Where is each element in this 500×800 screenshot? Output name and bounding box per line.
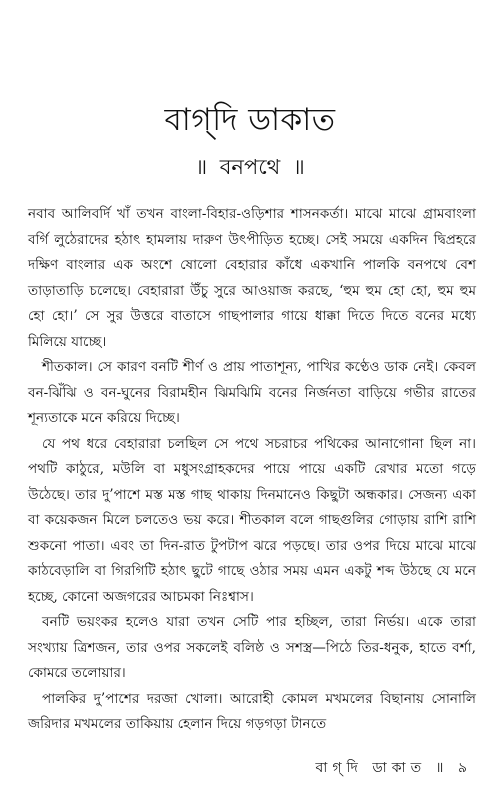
paragraph: যে পথ ধরে বেহারারা চলছিল সে পথে সচরাচর পথিকের আনাগোনা ছিল না। পথটি কাঠুরে, মউলি বা মধুসংগ্রাহকদের পায়ে পায়ে একটি রেখার মতো গড়ে উঠেছে। তার দু’পাশে মস্ত মস্ত গাছ থাকায় দিনমানেও কিছুটা অন্ধকার। সেজন্য একা বা কয়েকজন মিলে চলতেও ভয় করে। শীতকাল বলে গাছগুলির গোড়ায় রাশি রাশি শুকনো পাতা। এবং তা দিন-রাত টুপটাপ ঝরে পড়ছে। তার ওপর দিয়ে মাঝে মাঝে কাঠবেড়ালি বা গিরগিটি হঠাৎ ছুটে গাছে ওঠার সময় এমন একটু শব্দ উঠছে যে মনে হচ্ছে, কোনো অজগরের আচমকা নিঃশ্বাস।: [28, 435, 476, 605]
section-heading: ॥ বনপথে ॥: [195, 155, 305, 179]
paragraph: বনটি ভয়ংকর হলেও যারা তখন সেটি পার হচ্ছিল, তারা নির্ভয়। একে তারা সংখ্যায় ত্রিশজন, তার ওপর সকলেই বলিষ্ঠ ও সশস্ত্র—পিঠে তির-ধনুক, হাতে বর্শা, কোমরে তলোয়ার।: [28, 614, 476, 681]
paragraph: পালকির দু’পাশের দরজা খোলা। আরোহী কোমল মখমলের বিছানায় সোনালি জরিদার মখমলের তাকিয়ায় হেলান দিয়ে গড়গড়া টানতে: [28, 690, 476, 732]
body-text: [28, 202, 476, 738]
page-footer: বাগ্‌দি ডাকাত ॥ ৯: [315, 760, 472, 776]
chapter-title: বাগ্‌দি ডাকাত: [164, 102, 336, 138]
paragraph: শীতকাল। সে কারণ বনটি শীর্ণ ও প্রায় পাতাশূন্য, পাখির কণ্ঠেও ডাক নেই। কেবল বন-ঝিঁঝি ও বন-ঘুনের বিরামহীন ঝিমঝিমি বনের নির্জনতা বাড়িয়ে গভীর রাতের শূন্যতাকে মনে করিয়ে দিচ্ছে।: [28, 359, 476, 426]
paragraph: নবাব আলিবর্দি খাঁ তখন বাংলা-বিহার-ওড়িশার শাসনকর্তা। মাঝে মাঝে গ্রামবাংলা বর্গি লুঠেরাদের হঠাৎ হামলায় দারুণ উৎপীড়িত হচ্ছে। সেই সময়ে একদিন দ্বিপ্রহরে দক্ষিণ বাংলার এক অংশে ষোলো বেহারার কাঁধে একখানি পালকি বনপথে বেশ তাড়াতাড়ি চলেছে। বেহারারা উঁচু সুরে আওয়াজ করছে, ‘হুম হুম হো হো, হুম হুম হো হো।’ সে সুর উত্তরে বাতাসে গাছপালার গায়ে ধাক্কা দিতে দিতে বনের মধ্যে মিলিয়ে যাচ্ছে।: [28, 206, 476, 350]
